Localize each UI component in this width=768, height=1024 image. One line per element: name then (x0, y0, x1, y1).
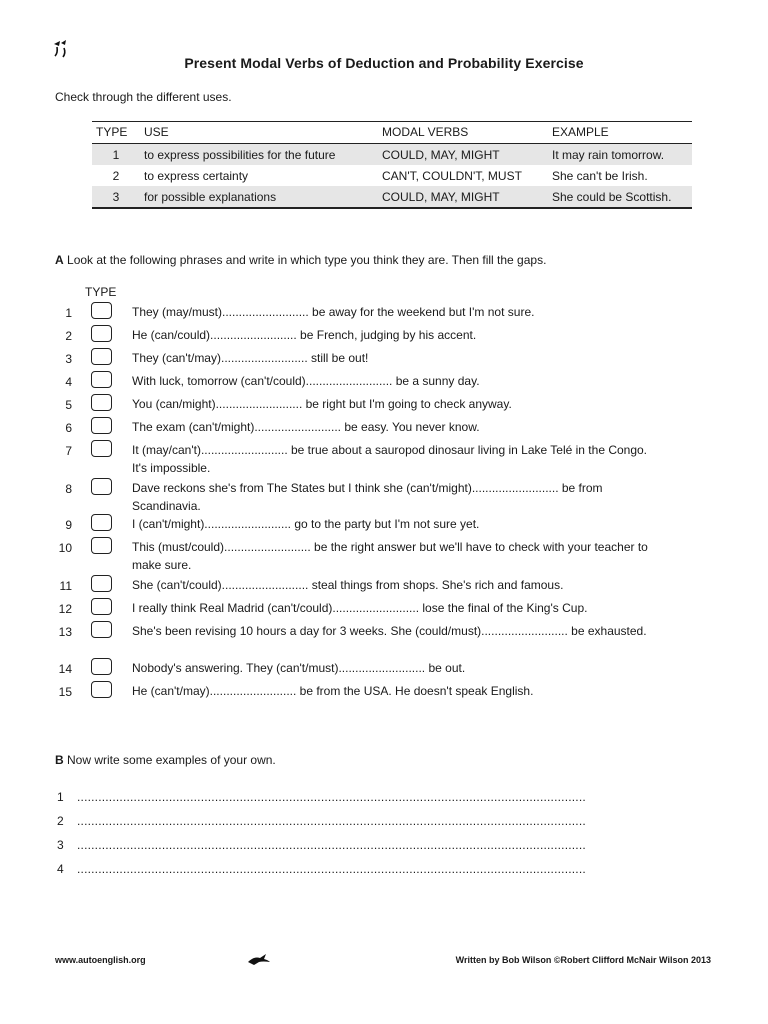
item-text: They (can't/may).......................... still be out! (132, 351, 369, 365)
item-number: 2 (65, 329, 72, 343)
section-b-letter: B (55, 753, 64, 767)
item-text: Dave reckons she's from The States but I think she (can't/might).......................... be from Scandinavia. (132, 481, 603, 513)
item-text: I (can't/might).......................... go to the party but I'm not sure yet. (132, 517, 480, 531)
table-cell-use: to express possibilities for the future (140, 144, 378, 166)
item-number: 3 (65, 352, 72, 366)
item-text: He (can't/may).......................... be from the USA. He doesn't speak English. (132, 684, 534, 698)
table-cell-type: 3 (92, 186, 140, 208)
type-answer-box[interactable] (91, 575, 112, 592)
uses-table (92, 121, 692, 209)
item-text: You (can/might).......................... be right but I'm going to check anyway. (132, 397, 512, 411)
dotted-line: ................................................................................................................................................ (77, 814, 586, 828)
dotted-line: ................................................................................................................................................ (77, 790, 586, 804)
type-answer-box[interactable] (91, 417, 112, 434)
intro-text: Check through the different uses. (55, 90, 232, 104)
item-number: 1 (65, 306, 72, 320)
bird-logo-icon (246, 952, 272, 966)
item-number: 15 (58, 685, 72, 699)
table-cell-type: 2 (112, 168, 120, 183)
footer-credit: Written by Bob Wilson ©Robert Clifford McNair Wilson 2013 (455, 955, 711, 965)
item-text: They (may/must).......................... be away for the weekend but I'm not sure. (132, 305, 535, 319)
item-number: 11 (59, 579, 72, 593)
table-cell-modal-verbs: COULD, MAY, MIGHT (378, 186, 548, 208)
table-header-row (92, 122, 692, 144)
item-number: 14 (58, 662, 72, 676)
line-number: 3 (57, 838, 64, 852)
type-answer-box[interactable] (91, 394, 112, 411)
item-text: She's been revising 10 hours a day for 3 weeks. She (could/must).......................... be exhausted. (132, 624, 647, 638)
item-text: She (can't/could).......................... steal things from shops. She's rich and famous. (132, 578, 564, 592)
type-answer-box[interactable] (91, 440, 112, 457)
dotted-line: ................................................................................................................................................ (77, 838, 586, 852)
table-cell-example: She could be Scottish. (548, 186, 692, 208)
item-number: 10 (58, 541, 72, 555)
item-number: 7 (65, 444, 72, 458)
column-header-type: TYPE (92, 122, 140, 144)
item-number: 13 (58, 625, 72, 639)
item-number: 4 (65, 375, 72, 389)
type-answer-box[interactable] (91, 537, 112, 554)
column-header-use: USE (140, 122, 378, 144)
type-answer-box[interactable] (91, 302, 112, 319)
type-answer-box[interactable] (91, 621, 112, 638)
table-cell-modal-verbs: CAN'T, COULDN'T, MUST (382, 168, 522, 183)
type-answer-box[interactable] (91, 478, 112, 495)
item-text: It (may/can't).......................... be true about a sauropod dinosaur living in Lake Telé in the Congo. It's impossible. (132, 443, 648, 475)
type-answer-box[interactable] (91, 514, 112, 531)
column-header-modal-verbs: MODAL VERBS (378, 122, 548, 144)
line-number: 2 (57, 814, 64, 828)
section-a-letter: A (55, 253, 64, 267)
page-title: Present Modal Verbs of Deduction and Probability Exercise (184, 55, 584, 71)
type-answer-box[interactable] (91, 348, 112, 365)
type-answer-box[interactable] (91, 598, 112, 615)
section-a-text: Look at the following phrases and write in which type you think they are. Then fill the gaps. (67, 253, 547, 267)
section-a-instruction (55, 253, 546, 267)
line-number: 4 (57, 862, 64, 876)
column-header-example: EXAMPLE (548, 122, 692, 144)
item-text: The exam (can't/might).......................... be easy. You never know. (132, 420, 480, 434)
type-column-label: TYPE (85, 285, 117, 299)
item-number: 12 (58, 602, 72, 616)
type-answer-box[interactable] (91, 681, 112, 698)
type-answer-box[interactable] (91, 371, 112, 388)
item-text: Nobody's answering. They (can't/must).......................... be out. (132, 661, 466, 675)
item-text: With luck, tomorrow (can't/could).......................... be a sunny day. (132, 374, 480, 388)
table-cell-type: 1 (92, 144, 140, 166)
line-number: 1 (57, 790, 64, 804)
table-cell-modal-verbs: COULD, MAY, MIGHT (378, 144, 548, 166)
section-b-text: Now write some examples of your own. (67, 753, 276, 767)
item-number: 5 (65, 398, 72, 412)
item-text: This (must/could).......................... be the right answer but we'll have to check with your teacher to make sure. (132, 540, 648, 572)
item-number: 9 (65, 518, 72, 532)
table-row (92, 144, 692, 166)
type-answer-box[interactable] (91, 325, 112, 342)
section-b-instruction (55, 753, 276, 767)
dotted-line: ................................................................................................................................................ (77, 862, 586, 876)
table-cell-use: for possible explanations (140, 186, 378, 208)
table-cell-use: to express certainty (144, 168, 249, 183)
table-cell-example: She can't be Irish. (552, 168, 648, 183)
item-number: 6 (65, 421, 72, 435)
type-answer-box[interactable] (91, 658, 112, 675)
table-row (92, 165, 692, 186)
item-number: 8 (65, 482, 72, 496)
item-text: I really think Real Madrid (can't/could).......................... lose the final of the King's Cup. (132, 601, 588, 615)
table-row (92, 186, 692, 208)
footer-website-link[interactable]: www.autoenglish.org (55, 955, 146, 965)
table-cell-example: It may rain tomorrow. (548, 144, 692, 166)
item-text: He (can/could).......................... be French, judging by his accent. (132, 328, 477, 342)
